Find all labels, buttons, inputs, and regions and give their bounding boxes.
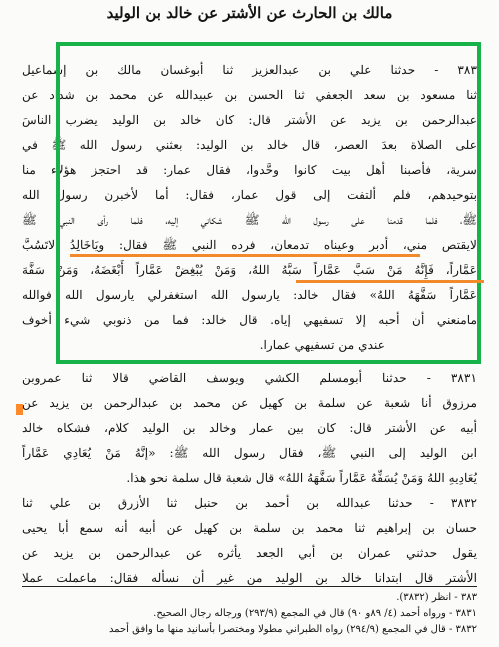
page-header: مالك بن الحارث عن الأشتر عن خالد بن الوليد bbox=[106, 4, 393, 22]
underline-mark bbox=[70, 254, 420, 257]
footnote-line: ٣٨٣١ - ورواه أحمد (٤/ ٨٩و ٩٠) قال في المجمع (٢٩٣/٩) ورجاله رجال الصحيح. bbox=[153, 608, 477, 619]
text-line: ابن الوليد إلى النبي ﷺ، فقال رسول الله ﷺ: «إنَّهُ مَنْ يُعَادِي عَمَّاراً bbox=[22, 446, 477, 460]
text-line: مامنعني أن أحبه إلا تسفيهي إياه. قال خالد: فما من ذنوبي شيء أخوف bbox=[22, 313, 477, 327]
text-line: عَمَّاراً، فَإِنَّهُ مَنْ سَبَّ عَمَّاراً سَبَّهُ اللهُ، وَمَنْ يُبْغِضْ عَمَّاراً أَبْغَضَهُ، وَمَنْ سَفَّهَ bbox=[22, 263, 477, 277]
text-line: ﷺ، فلما قدمنا على رسول الله ﷺ شكاني إليه، فلما رأى النبي ﷺ bbox=[22, 213, 477, 227]
text-line: لايقتص مني، أدبر وعيناه تدمعان، فرده النبي ﷺ فقال: ويَاخَالِدُ لاتَسُبَّ bbox=[22, 238, 477, 252]
footnote-line: ٣٨٣ - انظر (٣٨٣٢). bbox=[396, 592, 477, 603]
footnote-rule bbox=[22, 586, 477, 587]
footnote-line: ٣٨٣٢ - قال في المجمع (٢٩٤/٩) رواه الطبراني مطولا ومختصرا بأسانيد منها ما وافق أحمد bbox=[108, 624, 477, 635]
text-line: عَمَّاراً سَفَّهَهُ اللهُ» فقال خالد: يارسول الله استغفرلي يارسول الله فوالله bbox=[22, 288, 477, 302]
text-line: يُعَادِيهِ اللهُ وَمَنْ يُسَفِّهُ عَمَّاراً سَفَّهَهُ اللهُ» قال شعبة قال سلمة نحو هذا. bbox=[126, 471, 477, 485]
text-line: يقول حدثني عمران بن أبي الجعد يأثره عن عبدالرحمن بن يزيد عن bbox=[22, 546, 477, 560]
text-line: ثنا مسعود بن سعد الجعفي ثنا الحسن بن عبيدالله عن محمد بن شداد عن bbox=[22, 88, 477, 102]
text-line: أبيه عن الأشتر قال: كان بين عمار وخالد بن الوليد كلام، فشكاه خالد bbox=[22, 421, 477, 435]
text-line: مرزوق أنا شعبة عن سلمة بن كهيل عن محمد بن عبدالرحمن بن يزيد عن bbox=[22, 396, 477, 410]
highlight-box bbox=[56, 42, 481, 364]
text-line: ٣٨٣١ - حدثنا أبومسلم الكشي ويوسف القاضي قالا ثنا عمروبن bbox=[22, 371, 477, 385]
text-line: عبدالرحمن بن يزيد عن الأشتر قال: كان خالد بن الوليد يضرب الناسَ bbox=[22, 113, 477, 127]
text-line: على الصلاة بعدَ العصر، قال خالد بن الوليد: بعثني رسول الله ﷺ في bbox=[22, 138, 477, 152]
text-line: عندي من تسفيهي عمارا. bbox=[259, 338, 385, 352]
text-line: الأشتر قال ابتدانا خالد بن الوليد من غير أن نسأله فقال: ماعملت عملا bbox=[22, 571, 477, 585]
text-line: ٣٨٣٢ - حدثنا عبدالله بن أحمد بن حنبل ثنا الأزرق بن علي ثنا bbox=[22, 496, 477, 510]
text-line: بتوحيدهم، فلم ألتفت إلى قول عمار، فقال: أما لأخبرن رسول الله bbox=[22, 188, 477, 202]
text-line: ٣٨٣ - حدثنا علي بن عبدالعزيز ثنا أبوغسان مالك بن إسماعيل bbox=[22, 63, 477, 77]
text-line: سرية، فأصبنا أهل بيت كانوا وحَّدوا، فقال عمار: قد احتجز هؤلاء منا bbox=[22, 163, 477, 177]
text-line: حسان بن إبراهيم ثنا محمد بن سلمة بن كهيل عن أبيه أنه سمع أبا يحيى bbox=[22, 521, 477, 535]
underline-mark bbox=[296, 280, 484, 283]
